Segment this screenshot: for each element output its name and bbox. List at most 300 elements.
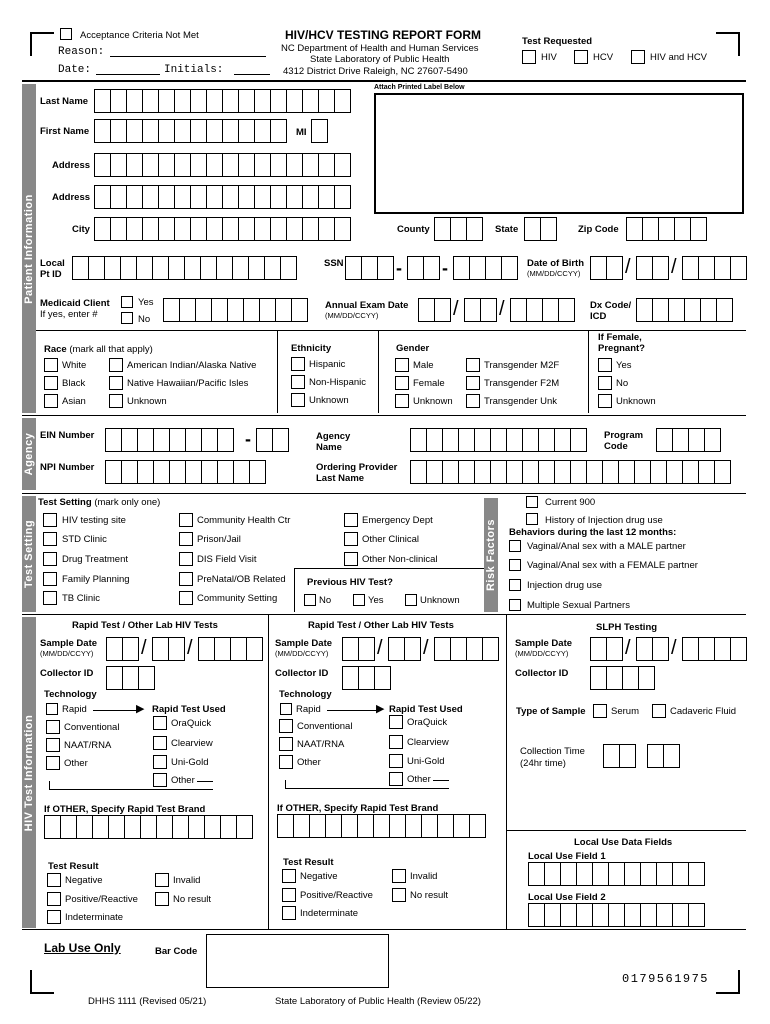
dx-code-label: Dx Code/: [590, 300, 632, 311]
race-aian-checkbox[interactable]: [109, 358, 123, 372]
risk-injection-checkbox[interactable]: [509, 579, 521, 591]
annual-exam-label: Annual Exam Date: [325, 300, 409, 311]
annual-slash-1: /: [453, 298, 459, 320]
col2-other-label: Other: [297, 757, 321, 768]
form-title: HIV/HCV TESTING REPORT FORM: [285, 28, 482, 42]
col2-slash-2: /: [423, 637, 429, 659]
setting-prenatal-label: PreNatal/OB Related: [197, 574, 286, 585]
dept-name: NC Department of Health and Human Services: [281, 43, 479, 54]
gender-m2f-checkbox[interactable]: [466, 358, 480, 372]
risk-history-label: History of Injection drug use: [545, 515, 663, 526]
setting-drug-checkbox[interactable]: [43, 552, 57, 566]
program-code-label-1: Program: [604, 430, 644, 441]
patient-bottom-line: [22, 415, 746, 416]
acceptance-label: Acceptance Criteria Not Met: [80, 30, 199, 41]
collection-time-hour[interactable]: [603, 744, 635, 768]
col2-indeterminate-label: Indeterminate: [300, 908, 359, 919]
col1-slash-1: /: [141, 637, 147, 659]
corner-top-right: [716, 32, 740, 56]
annual-exam-month[interactable]: [418, 298, 450, 322]
city-label: City: [72, 224, 90, 235]
test-hcv-label: HCV: [593, 52, 614, 63]
dx-code-field[interactable]: [636, 298, 732, 322]
slph-sample-day[interactable]: [636, 637, 668, 661]
col1-conventional-label: Conventional: [64, 722, 120, 733]
col1-rapid-arrow-head: ▶: [136, 703, 145, 715]
col2-naat-label: NAAT/RNA: [297, 739, 345, 750]
risk-multiple-partners-label: Multiple Sexual Partners: [527, 600, 630, 611]
col1-oraquick-label: OraQuick: [171, 718, 212, 729]
col2-oraquick-checkbox[interactable]: [389, 715, 403, 729]
pregnant-label-2: Pregnant?: [598, 343, 645, 354]
col2-positive-checkbox[interactable]: [282, 888, 296, 902]
col1-other-bracket: [49, 781, 213, 790]
ein-dash: -: [245, 429, 251, 449]
col1-unigold-checkbox[interactable]: [153, 755, 167, 769]
ssn-part3[interactable]: [453, 256, 517, 280]
local-pt-id-label-1: Local: [40, 258, 65, 269]
local-pt-id-label-2: Pt ID: [40, 269, 62, 280]
race-nhpi-label: Native Hawaiian/Pacific Isles: [127, 378, 249, 389]
agency-name-label-1: Agency: [316, 431, 351, 442]
col2-clearview-label: Clearview: [407, 737, 449, 748]
hiv-col-divider-1: [268, 614, 269, 929]
gender-trans-unk-label: Transgender Unk: [484, 396, 558, 407]
col1-rapid-used-label: Rapid Test Used: [152, 704, 226, 715]
revision-dhhs: DHHS 1111 (Revised 05/21): [88, 996, 207, 1007]
col2-sample-month[interactable]: [342, 637, 374, 661]
col2-slash-1: /: [377, 637, 383, 659]
test-setting-title: Test Setting (mark only one): [38, 497, 161, 508]
state-label: State: [495, 224, 519, 235]
county-field[interactable]: [434, 217, 482, 241]
city-field[interactable]: [94, 217, 350, 241]
first-name-field[interactable]: [94, 119, 286, 143]
col1-unigold-label: Uni-Gold: [171, 757, 209, 768]
gender-f2m-label: Transgender F2M: [484, 378, 560, 389]
ethnicity-unknown-checkbox[interactable]: [291, 393, 305, 407]
annual-exam-year[interactable]: [510, 298, 574, 322]
race-asian-label: Asian: [62, 396, 86, 407]
lab-use-only-label: Lab Use Only: [44, 941, 121, 955]
gender-unknown-checkbox[interactable]: [395, 394, 409, 408]
agency-name-label-2: Name: [316, 442, 342, 453]
medicaid-no-checkbox[interactable]: [121, 312, 133, 324]
race-black-label: Black: [62, 378, 86, 389]
col2-negative-label: Negative: [300, 871, 338, 882]
risk-male-partner-checkbox[interactable]: [509, 540, 521, 552]
pregnant-unknown-label: Unknown: [616, 396, 656, 407]
col1-rapid-checkbox[interactable]: [46, 703, 58, 715]
slph-sample-date-label: Sample Date: [515, 638, 573, 649]
pregnant-yes-label: Yes: [616, 360, 632, 371]
ethnicity-non-hispanic-label: Non-Hispanic: [309, 377, 367, 388]
program-code-label-2: Code: [604, 441, 628, 452]
zip-field[interactable]: [626, 217, 706, 241]
race-unknown-checkbox[interactable]: [109, 394, 123, 408]
col2-collector-label: Collector ID: [275, 668, 329, 679]
patient-section-bar: Patient Information: [22, 84, 36, 413]
col1-negative-checkbox[interactable]: [47, 873, 61, 887]
col1-oraquick-checkbox[interactable]: [153, 716, 167, 730]
ordering-provider-label-1: Ordering Provider: [316, 462, 398, 473]
local-use-1-label: Local Use Field 1: [528, 851, 606, 862]
collection-time-minute[interactable]: [647, 744, 679, 768]
ordering-provider-label-2: Last Name: [316, 473, 365, 484]
prev-no-label: No: [319, 595, 332, 606]
slph-collector-field[interactable]: [590, 666, 654, 690]
setting-chc-label: Community Health Ctr: [197, 515, 291, 526]
local-use-title: Local Use Data Fields: [574, 837, 673, 848]
zip-label: Zip Code: [578, 224, 619, 235]
type-of-sample-label: Type of Sample: [516, 706, 586, 717]
gender-f2m-checkbox[interactable]: [466, 376, 480, 390]
mi-field[interactable]: [311, 119, 327, 143]
gender-female-label: Female: [413, 378, 445, 389]
slph-title: SLPH Testing: [596, 622, 658, 633]
lab-name: State Laboratory of Public Health: [310, 54, 450, 65]
hiv-bottom-line: [22, 929, 746, 930]
address2-label: Address: [52, 192, 91, 203]
demographics-top-line: [36, 330, 746, 331]
ssn-label: SSN: [324, 258, 344, 269]
setting-hiv-site-checkbox[interactable]: [43, 513, 57, 527]
risk-multiple-partners-checkbox[interactable]: [509, 599, 521, 611]
medicaid-label: Medicaid Client: [40, 298, 110, 309]
slph-slash-1: /: [625, 637, 631, 659]
local-use-1-field[interactable]: [528, 862, 704, 886]
col2-rapid-arrow-head: ▶: [376, 703, 385, 715]
lab-address: 4312 District Drive Raleigh, NC 27607-5490: [283, 66, 468, 77]
col2-naat-checkbox[interactable]: [279, 737, 293, 751]
medicaid-yes-checkbox[interactable]: [121, 296, 133, 308]
race-asian-checkbox[interactable]: [44, 394, 58, 408]
col2-other-checkbox[interactable]: [279, 755, 293, 769]
bar-code-label: Bar Code: [155, 946, 198, 957]
date-label: Date:: [58, 64, 92, 76]
setting-other-clinical-label: Other Clinical: [362, 534, 420, 545]
setting-hiv-site-label: HIV testing site: [62, 515, 126, 526]
ethnicity-hispanic-label: Hispanic: [309, 359, 346, 370]
prev-yes-checkbox[interactable]: [353, 594, 365, 606]
col1-other-bracket-right: [197, 781, 213, 783]
col2-negative-checkbox[interactable]: [282, 869, 296, 883]
prev-no-checkbox[interactable]: [304, 594, 316, 606]
gender-unknown-label: Unknown: [413, 396, 453, 407]
pregnant-no-checkbox[interactable]: [598, 376, 612, 390]
risk-injection-label: Injection drug use: [527, 580, 602, 591]
col2-specify-field[interactable]: [277, 814, 485, 838]
address1-label: Address: [52, 160, 91, 171]
col2-collector-field[interactable]: [342, 666, 390, 690]
mi-label: MI: [296, 127, 307, 138]
collection-time-label: Collection Time: [520, 746, 585, 757]
col2-result-label: Test Result: [283, 857, 334, 868]
setting-std-checkbox[interactable]: [43, 532, 57, 546]
label-area[interactable]: [374, 93, 744, 214]
col2-rapid-used-label: Rapid Test Used: [389, 704, 463, 715]
col1-technology-label: Technology: [44, 689, 97, 700]
col2-noresult-label: No result: [410, 890, 449, 901]
setting-prison-label: Prison/Jail: [197, 534, 241, 545]
col2-sample-day[interactable]: [388, 637, 420, 661]
col1-positive-label: Positive/Reactive: [65, 894, 138, 905]
col2-conventional-label: Conventional: [297, 721, 353, 732]
local-use-divider: [506, 830, 746, 831]
medicaid-yes-label: Yes: [138, 297, 154, 308]
ethnicity-label: Ethnicity: [291, 343, 332, 354]
collection-time-format: (24hr time): [520, 758, 566, 769]
corner-bottom-right: [716, 970, 740, 994]
col2-other-rapid-label: Other: [407, 774, 431, 785]
local-use-2-field[interactable]: [528, 903, 704, 927]
slph-sample-month[interactable]: [590, 637, 622, 661]
col1-clearview-label: Clearview: [171, 738, 213, 749]
cadaveric-checkbox[interactable]: [652, 704, 666, 718]
setting-prenatal-checkbox[interactable]: [179, 572, 193, 586]
pregnant-no-label: No: [616, 378, 629, 389]
test-both-checkbox[interactable]: [631, 50, 645, 64]
test-setting-section-bar: Test Setting: [22, 496, 36, 612]
dob-day[interactable]: [636, 256, 668, 280]
setting-prison-checkbox[interactable]: [179, 532, 193, 546]
pregnant-unknown-checkbox[interactable]: [598, 394, 612, 408]
col1-naat-label: NAAT/RNA: [64, 740, 112, 751]
col1-indeterminate-label: Indeterminate: [65, 912, 124, 923]
medicaid-number-field[interactable]: [163, 298, 307, 322]
test-hiv-checkbox[interactable]: [522, 50, 536, 64]
col1-specify-field[interactable]: [44, 815, 252, 839]
risk-factors-section-bar: Risk Factors: [484, 498, 498, 612]
race-nhpi-checkbox[interactable]: [109, 376, 123, 390]
col1-invalid-label: Invalid: [173, 875, 201, 886]
hiv-test-section-bar: HIV Test Information: [22, 617, 36, 928]
risk-female-partner-checkbox[interactable]: [509, 559, 521, 571]
setting-tb-label: TB Clinic: [62, 593, 101, 604]
setting-tb-checkbox[interactable]: [43, 591, 57, 605]
col1-invalid-checkbox[interactable]: [155, 873, 169, 887]
test-hiv-label: HIV: [541, 52, 557, 63]
setting-std-label: STD Clinic: [62, 534, 107, 545]
ein-label: EIN Number: [40, 430, 95, 441]
race-label: Race (mark all that apply): [44, 344, 153, 355]
col2-conventional-checkbox[interactable]: [279, 719, 293, 733]
race-unknown-label: Unknown: [127, 396, 167, 407]
col2-indeterminate-checkbox[interactable]: [282, 906, 296, 920]
initials-line: [234, 74, 270, 75]
corner-top-left: [30, 32, 54, 56]
col1-sample-date-label: Sample Date: [40, 638, 98, 649]
annual-slash-2: /: [499, 298, 505, 320]
address2-field[interactable]: [94, 185, 350, 209]
col2-rapid-checkbox[interactable]: [280, 703, 292, 715]
gender-male-checkbox[interactable]: [395, 358, 409, 372]
col1-conventional-checkbox[interactable]: [46, 720, 60, 734]
gender-male-label: Male: [413, 360, 434, 371]
col2-invalid-checkbox[interactable]: [392, 869, 406, 883]
setting-other-nonclinical-checkbox[interactable]: [344, 552, 358, 566]
race-black-checkbox[interactable]: [44, 376, 58, 390]
annual-exam-day[interactable]: [464, 298, 496, 322]
setting-drug-label: Drug Treatment: [62, 554, 128, 565]
col1-sample-day[interactable]: [152, 637, 184, 661]
col1-sample-month[interactable]: [106, 637, 138, 661]
prev-unknown-label: Unknown: [420, 595, 460, 606]
ssn-part1[interactable]: [345, 256, 393, 280]
col2-invalid-label: Invalid: [410, 871, 438, 882]
col2-noresult-checkbox[interactable]: [392, 888, 406, 902]
col2-other-bracket: [285, 780, 449, 789]
col1-rapid-label: Rapid: [62, 704, 87, 715]
col2-rapid-label: Rapid: [296, 704, 321, 715]
setting-other-clinical-checkbox[interactable]: [344, 532, 358, 546]
acceptance-checkbox[interactable]: [60, 28, 72, 40]
agency-name-field[interactable]: [410, 428, 586, 452]
last-name-label: Last Name: [40, 96, 89, 107]
annual-exam-format: (MM/DD/CCYY): [325, 311, 379, 320]
last-name-field[interactable]: [94, 89, 350, 113]
date-line: [96, 74, 160, 75]
slph-sample-date-format: (MM/DD/CCYY): [515, 649, 569, 658]
race-white-checkbox[interactable]: [44, 358, 58, 372]
setting-chc-checkbox[interactable]: [179, 513, 193, 527]
col1-collector-label: Collector ID: [40, 668, 94, 679]
setting-ed-label: Emergency Dept: [362, 515, 433, 526]
local-pt-id-field[interactable]: [72, 256, 296, 280]
county-label: County: [397, 224, 430, 235]
col2-sample-year[interactable]: [434, 637, 498, 661]
ssn-dash-2: -: [442, 258, 448, 278]
agency-bottom-line: [22, 493, 746, 494]
header-divider: [22, 80, 746, 82]
icd-label: ICD: [590, 311, 607, 322]
medicaid-enter-label: If yes, enter #: [40, 309, 98, 320]
risk-current-checkbox[interactable]: [526, 496, 538, 508]
serum-checkbox[interactable]: [593, 704, 607, 718]
col2-unigold-label: Uni-Gold: [407, 756, 445, 767]
col1-sample-year[interactable]: [198, 637, 262, 661]
col1-rapid-arrow-line: [93, 710, 137, 711]
ethnicity-hispanic-checkbox[interactable]: [291, 357, 305, 371]
setting-community-checkbox[interactable]: [179, 591, 193, 605]
dob-year[interactable]: [682, 256, 746, 280]
col1-clearview-checkbox[interactable]: [153, 736, 167, 750]
first-name-label: First Name: [40, 126, 90, 137]
dob-format: (MM/DD/CCYY): [527, 269, 581, 278]
col1-naat-checkbox[interactable]: [46, 738, 60, 752]
col1-specify-label: If OTHER, Specify Rapid Test Brand: [44, 804, 206, 815]
ordering-provider-field[interactable]: [410, 460, 730, 484]
pregnant-yes-checkbox[interactable]: [598, 358, 612, 372]
col2-positive-label: Positive/Reactive: [300, 890, 373, 901]
medicaid-no-label: No: [138, 314, 151, 325]
state-field[interactable]: [524, 217, 556, 241]
col2-rapid-arrow-line: [327, 710, 377, 711]
program-code-field[interactable]: [656, 428, 720, 452]
dob-slash-1: /: [625, 256, 631, 278]
bar-code-box[interactable]: [206, 934, 389, 988]
ein-part2[interactable]: [256, 428, 288, 452]
reason-line: [110, 56, 266, 57]
test-hcv-checkbox[interactable]: [574, 50, 588, 64]
ein-part1[interactable]: [105, 428, 233, 452]
setting-dis-checkbox[interactable]: [179, 552, 193, 566]
initials-label: Initials:: [164, 64, 224, 76]
cadaveric-label: Cadaveric Fluid: [670, 706, 736, 717]
col2-unigold-checkbox[interactable]: [389, 754, 403, 768]
risk-male-partner-label: Vaginal/Anal sex with a MALE partner: [527, 541, 686, 552]
gender-female-checkbox[interactable]: [395, 376, 409, 390]
setting-dis-label: DIS Field Visit: [197, 554, 257, 565]
race-aian-label: American Indian/Alaska Native: [127, 360, 257, 371]
test-requested-label: Test Requested: [522, 36, 593, 47]
col2-specify-label: If OTHER, Specify Rapid Test Brand: [277, 803, 439, 814]
col1-other-label: Other: [64, 758, 88, 769]
col2-oraquick-label: OraQuick: [407, 717, 448, 728]
ssn-dash-1: -: [396, 258, 402, 278]
attach-label-caption: Attach Printed Label Below: [374, 84, 465, 91]
col1-result-label: Test Result: [48, 861, 99, 872]
setting-bottom-line: [22, 614, 746, 615]
serum-label: Serum: [611, 706, 639, 717]
previous-hiv-label: Previous HIV Test?: [307, 577, 393, 588]
col2-clearview-checkbox[interactable]: [389, 735, 403, 749]
race-white-label: White: [62, 360, 87, 371]
col1-other-checkbox[interactable]: [46, 756, 60, 770]
col1-sample-date-format: (MM/DD/CCYY): [40, 649, 94, 658]
slph-sample-year[interactable]: [682, 637, 746, 661]
gender-trans-unk-checkbox[interactable]: [466, 394, 480, 408]
demographics-divider-1: [277, 330, 278, 413]
col1-noresult-checkbox[interactable]: [155, 892, 169, 906]
address1-field[interactable]: [94, 153, 350, 177]
slph-collector-label: Collector ID: [515, 668, 569, 679]
npi-field[interactable]: [105, 460, 265, 484]
corner-bottom-left: [30, 970, 54, 994]
setting-family-label: Family Planning: [62, 574, 130, 585]
setting-ed-checkbox[interactable]: [344, 513, 358, 527]
col2-sample-date-format: (MM/DD/CCYY): [275, 649, 329, 658]
ethnicity-non-hispanic-checkbox[interactable]: [291, 375, 305, 389]
col2-other-bracket-right: [433, 780, 449, 782]
dob-label: Date of Birth: [527, 258, 584, 269]
slph-slash-2: /: [671, 637, 677, 659]
agency-section-bar: Agency: [22, 418, 36, 490]
reason-label: Reason:: [58, 46, 105, 58]
gender-m2f-label: Transgender M2F: [484, 360, 560, 371]
col1-title: Rapid Test / Other Lab HIV Tests: [72, 620, 218, 631]
ethnicity-unknown-label: Unknown: [309, 395, 349, 406]
col2-sample-date-label: Sample Date: [275, 638, 333, 649]
risk-female-partner-label: Vaginal/Anal sex with a FEMALE partner: [527, 560, 698, 571]
setting-family-checkbox[interactable]: [43, 572, 57, 586]
setting-other-nonclinical-label: Other Non-clinical: [362, 554, 438, 565]
col1-positive-checkbox[interactable]: [47, 892, 61, 906]
risk-history-checkbox[interactable]: [526, 513, 538, 525]
col1-collector-field[interactable]: [106, 666, 154, 690]
form-number: 0179561975: [622, 972, 710, 986]
setting-community-label: Community Setting: [197, 593, 278, 604]
col2-technology-label: Technology: [279, 689, 332, 700]
ssn-part2[interactable]: [407, 256, 439, 280]
risk-current-label: Current 900: [545, 497, 596, 508]
col1-indeterminate-checkbox[interactable]: [47, 910, 61, 924]
dob-month[interactable]: [590, 256, 622, 280]
local-use-2-label: Local Use Field 2: [528, 892, 606, 903]
test-both-label: HIV and HCV: [650, 52, 708, 63]
prev-unknown-checkbox[interactable]: [405, 594, 417, 606]
col1-negative-label: Negative: [65, 875, 103, 886]
